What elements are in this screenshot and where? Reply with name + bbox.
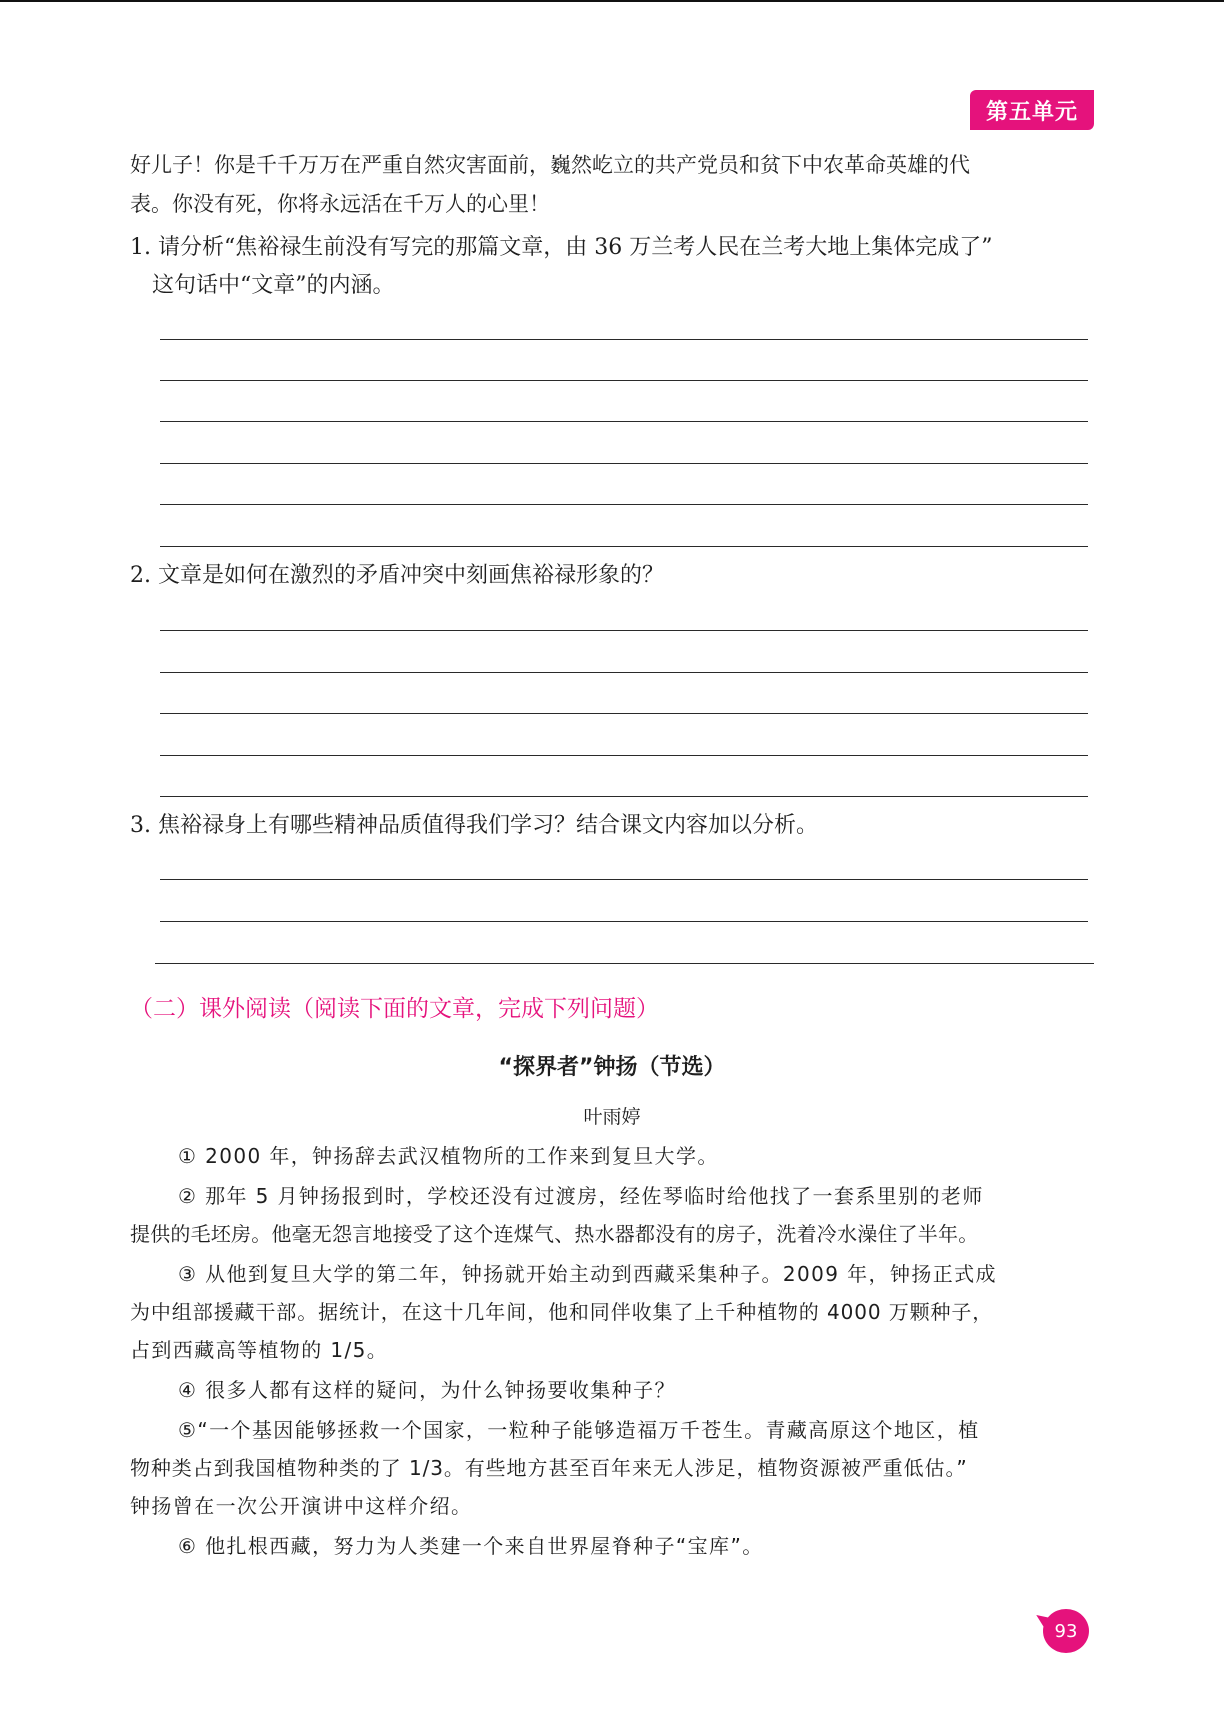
- article-line: 提供的毛坯房。他毫无怨言地接受了这个连煤气、热水器都没有的房子，洗着冷水澡住了半年。: [130, 1222, 979, 1246]
- answer-line[interactable]: [160, 672, 1088, 673]
- answer-line[interactable]: [160, 421, 1088, 422]
- article-line: ③ 从他到复旦大学的第二年，钟扬就开始主动到西藏采集种子。2009 年，钟扬正式成: [178, 1262, 997, 1286]
- answer-line[interactable]: [160, 921, 1088, 922]
- answer-line[interactable]: [160, 546, 1088, 547]
- question-1-line-1: 1. 请分析“焦裕禄生前没有写完的那篇文章，由 36 万兰考人民在兰考大地上集体完成了”: [130, 235, 993, 260]
- answer-line[interactable]: [160, 380, 1088, 381]
- article-line: 为中组部援藏干部。据统计，在这十几年间，他和同伴收集了上千种植物的 4000 万颗种子，: [130, 1300, 994, 1324]
- top-border-rule: [0, 0, 1224, 2]
- article-author: 叶雨婷: [583, 1106, 641, 1128]
- section-heading: （二）课外阅读（阅读下面的文章，完成下列问题）: [130, 996, 659, 1022]
- passage-line-1: 好儿子！你是千千万万在严重自然灾害面前，巍然屹立的共产党员和贫下中农革命英雄的代: [130, 153, 970, 177]
- answer-line[interactable]: [155, 963, 1094, 964]
- question-1-line-2: 这句话中“文章”的内涵。: [152, 273, 395, 298]
- question-2: 2. 文章是如何在激烈的矛盾冲突中刻画焦裕禄形象的？: [130, 563, 664, 588]
- article-line: ① 2000 年，钟扬辞去武汉植物所的工作来到复旦大学。: [178, 1144, 719, 1168]
- article-line: ⑤“一个基因能够拯救一个国家，一粒种子能够造福万千苍生。青藏高原这个地区，植: [178, 1418, 980, 1442]
- article-line: 钟扬曾在一次公开演讲中这样介绍。: [130, 1494, 473, 1518]
- answer-line[interactable]: [160, 504, 1088, 505]
- page-number-badge: 93: [1043, 1609, 1089, 1653]
- answer-line[interactable]: [160, 879, 1088, 880]
- answer-line[interactable]: [160, 630, 1088, 631]
- answer-line[interactable]: [160, 339, 1088, 340]
- answer-line[interactable]: [160, 713, 1088, 714]
- unit-label-tab: 第五单元: [970, 90, 1094, 130]
- answer-line[interactable]: [160, 755, 1088, 756]
- article-line: ⑥ 他扎根西藏，努力为人类建一个来自世界屋脊种子“宝库”。: [178, 1534, 764, 1558]
- answer-line[interactable]: [160, 796, 1088, 797]
- passage-line-2: 表。你没有死，你将永远活在千万人的心里！: [130, 192, 550, 216]
- article-line: ④ 很多人都有这样的疑问，为什么钟扬要收集种子？: [178, 1378, 676, 1402]
- article-title: “探界者”钟扬（节选）: [498, 1055, 726, 1080]
- question-3: 3. 焦裕禄身上有哪些精神品质值得我们学习？结合课文内容加以分析。: [130, 813, 818, 838]
- article-line: 物种类占到我国植物种类的了 1/3。有些地方甚至百年来无人涉足，植物资源被严重低估。”: [130, 1456, 968, 1480]
- article-line: 占到西藏高等植物的 1/5。: [130, 1338, 389, 1362]
- article-line: ② 那年 5 月钟扬报到时，学校还没有过渡房，经佐琴临时给他找了一套系里别的老师: [178, 1184, 984, 1208]
- answer-line[interactable]: [160, 463, 1088, 464]
